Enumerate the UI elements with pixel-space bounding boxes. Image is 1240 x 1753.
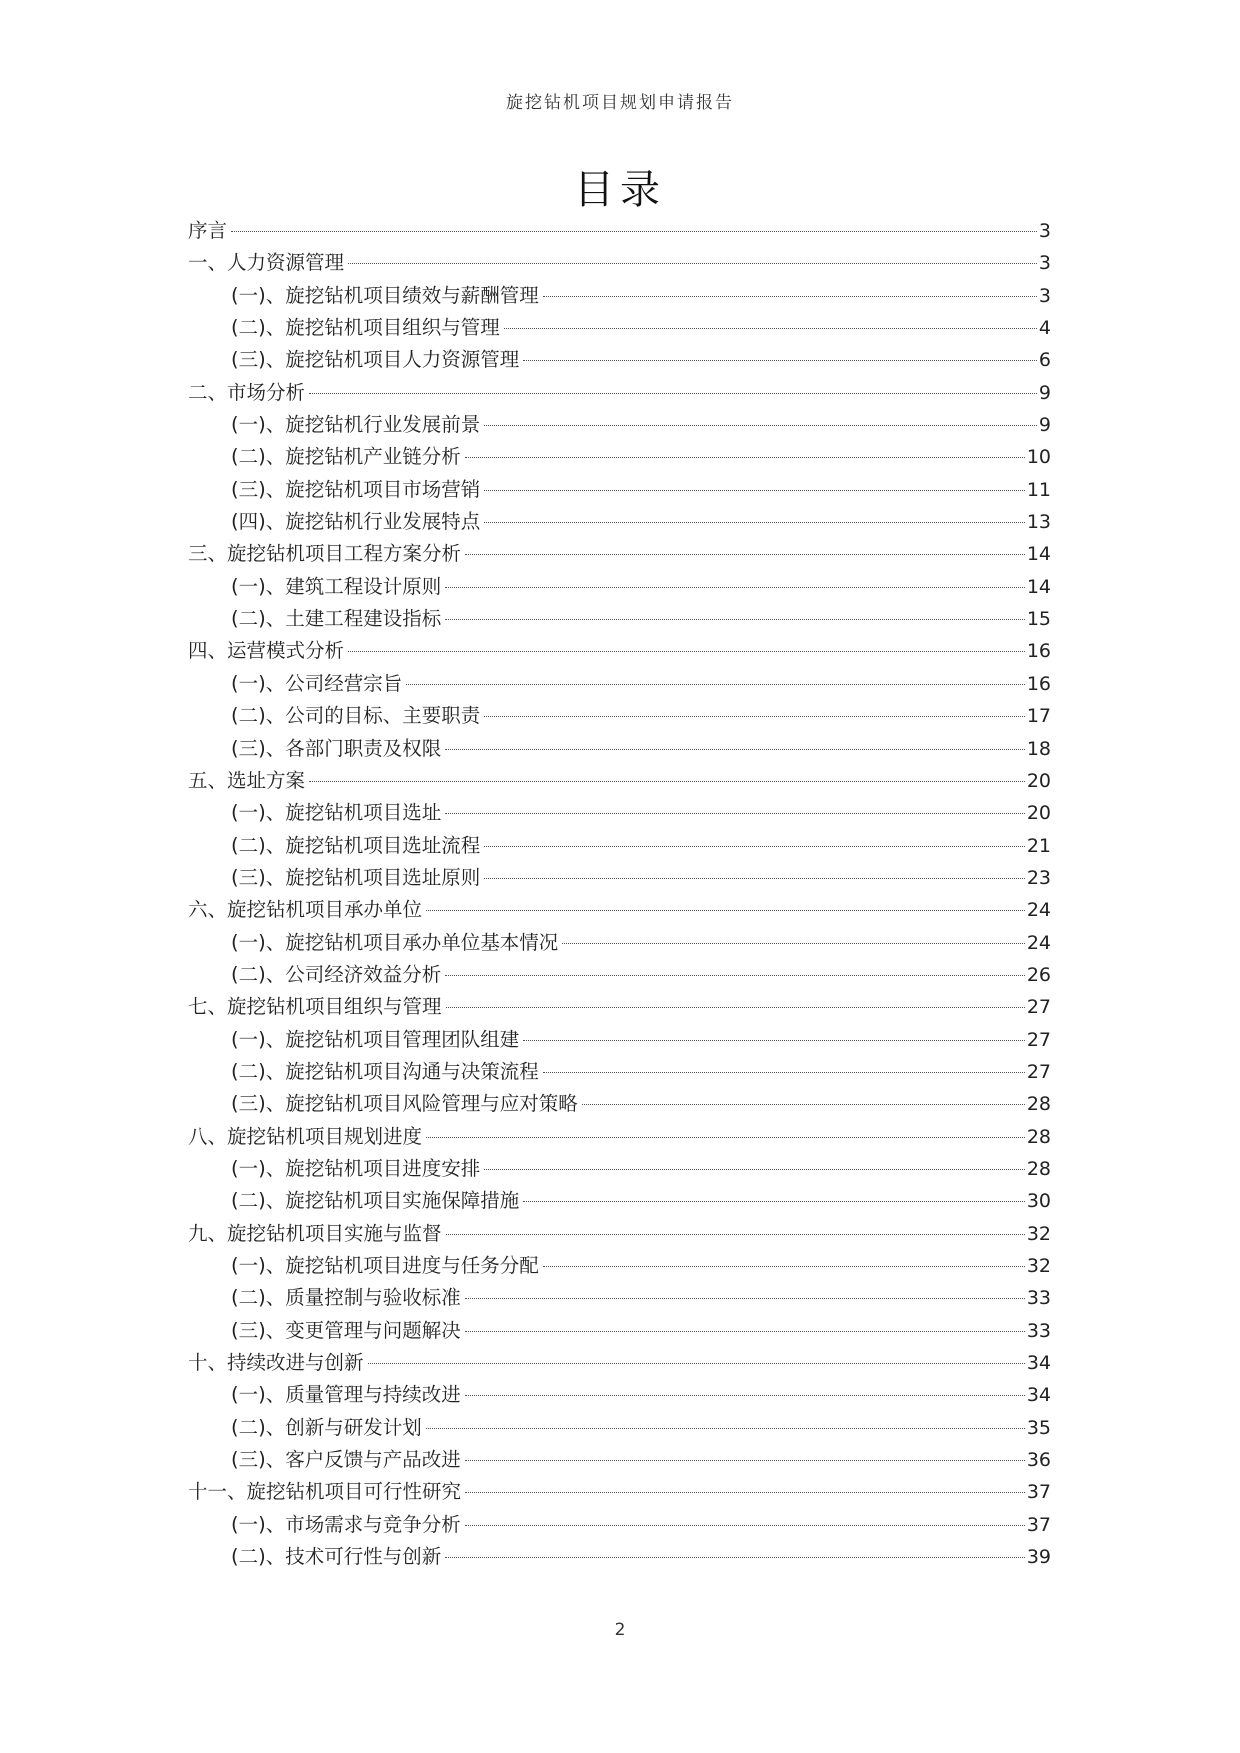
toc-entry-title: (一)、旋挖钻机项目承办单位基本情况 <box>231 930 559 954</box>
toc-entry-title: 六、旋挖钻机项目承办单位 <box>188 898 423 922</box>
toc-dot-leader <box>465 1395 1025 1396</box>
toc-dot-leader <box>445 749 1025 750</box>
toc-dot-leader <box>465 457 1025 458</box>
toc-entry-title: (三)、旋挖钻机项目人力资源管理 <box>231 348 520 372</box>
toc-entry-page: 28 <box>1026 1157 1051 1180</box>
toc-entry-page: 27 <box>1026 1060 1051 1083</box>
toc-entry-page: 30 <box>1026 1190 1051 1213</box>
toc-dot-leader <box>543 296 1037 297</box>
toc-dot-leader <box>523 360 1037 361</box>
toc-section-entry[interactable] <box>188 312 1051 344</box>
toc-dot-leader <box>543 1072 1025 1073</box>
toc-chapter-entry[interactable] <box>188 635 1051 667</box>
toc-entry-title: (一)、旋挖钻机项目选址 <box>231 801 442 825</box>
toc-dot-leader <box>484 425 1037 426</box>
toc-entry-title: (三)、各部门职责及权限 <box>231 736 442 760</box>
toc-section-entry[interactable] <box>188 1024 1051 1056</box>
toc-entry-page: 37 <box>1026 1481 1051 1504</box>
toc-dot-leader <box>484 490 1025 491</box>
running-header: 旋挖钻机项目规划申请报告 <box>506 93 734 113</box>
toc-entry-title: (二)、旋挖钻机项目沟通与决策流程 <box>231 1059 539 1083</box>
toc-entry-page: 21 <box>1026 834 1051 857</box>
toc-entry-page: 6 <box>1038 349 1051 372</box>
toc-entry-page: 9 <box>1038 414 1051 437</box>
toc-entry-title: (三)、客户反馈与产品改进 <box>231 1448 461 1472</box>
toc-section-entry[interactable] <box>188 1185 1051 1217</box>
toc-section-entry[interactable] <box>188 280 1051 312</box>
toc-chapter-entry[interactable] <box>188 1347 1051 1379</box>
toc-section-entry[interactable] <box>188 1541 1051 1573</box>
toc-dot-leader <box>309 781 1025 782</box>
toc-entry-title: (一)、旋挖钻机项目管理团队组建 <box>231 1027 520 1051</box>
toc-section-entry[interactable] <box>188 1412 1051 1444</box>
toc-section-entry[interactable] <box>188 409 1051 441</box>
toc-entry-page: 27 <box>1026 996 1051 1019</box>
toc-entry-page: 23 <box>1026 866 1051 889</box>
toc-entry-page: 24 <box>1026 899 1051 922</box>
toc-section-entry[interactable] <box>188 1088 1051 1120</box>
toc-entry-page: 13 <box>1026 511 1051 534</box>
toc-entry-page: 32 <box>1026 1255 1051 1277</box>
toc-chapter-entry[interactable] <box>188 215 1051 247</box>
toc-section-entry[interactable] <box>188 1444 1051 1476</box>
toc-chapter-entry[interactable] <box>188 894 1051 926</box>
toc-dot-leader <box>484 1169 1025 1170</box>
toc-entry-title: (三)、旋挖钻机项目风险管理与应对策略 <box>231 1092 578 1116</box>
toc-entry-page: 33 <box>1026 1319 1051 1342</box>
toc-dot-leader <box>445 975 1025 976</box>
toc-chapter-entry[interactable] <box>188 1218 1051 1250</box>
toc-chapter-entry[interactable] <box>188 1476 1051 1508</box>
table-of-contents <box>188 215 1051 1573</box>
toc-dot-leader <box>484 846 1025 847</box>
toc-entry-page: 26 <box>1026 963 1051 986</box>
toc-entry-title: (三)、变更管理与问题解决 <box>231 1318 461 1342</box>
toc-dot-leader <box>465 1298 1025 1299</box>
toc-section-entry[interactable] <box>188 830 1051 862</box>
toc-entry-title: (一)、旋挖钻机行业发展前景 <box>231 413 481 437</box>
toc-entry-page: 39 <box>1026 1546 1051 1569</box>
toc-dot-leader <box>523 1201 1025 1202</box>
toc-entry-title: 九、旋挖钻机项目实施与监督 <box>188 1221 442 1245</box>
toc-section-entry[interactable] <box>188 1379 1051 1411</box>
toc-dot-leader <box>582 1104 1025 1105</box>
toc-entry-title: 十一、旋挖钻机项目可行性研究 <box>188 1480 462 1504</box>
toc-dot-leader <box>426 910 1025 911</box>
toc-section-entry[interactable] <box>188 1315 1051 1347</box>
toc-entry-page: 11 <box>1026 478 1051 501</box>
toc-entry-title: (三)、旋挖钻机项目选址原则 <box>231 865 481 889</box>
toc-section-entry[interactable] <box>188 733 1051 765</box>
toc-entry-page: 34 <box>1026 1352 1051 1375</box>
toc-entry-title: 八、旋挖钻机项目规划进度 <box>188 1124 423 1148</box>
page-number: 2 <box>614 1620 626 1640</box>
toc-entry-title: (一)、市场需求与竞争分析 <box>231 1512 461 1536</box>
toc-entry-title: (二)、公司经济效益分析 <box>231 962 442 986</box>
toc-entry-page: 9 <box>1038 381 1051 404</box>
toc-dot-leader <box>348 651 1025 652</box>
toc-dot-leader <box>445 1557 1025 1558</box>
toc-entry-page: 3 <box>1038 252 1051 275</box>
toc-entry-title: (一)、建筑工程设计原则 <box>231 574 442 598</box>
toc-entry-title: (二)、公司的目标、主要职责 <box>231 704 481 728</box>
toc-entry-page: 14 <box>1026 575 1051 598</box>
toc-entry-title: (四)、旋挖钻机行业发展特点 <box>231 510 481 534</box>
toc-entry-page: 10 <box>1026 446 1051 469</box>
toc-section-entry[interactable] <box>188 1509 1051 1541</box>
toc-dot-leader <box>504 328 1037 329</box>
toc-section-entry[interactable] <box>188 959 1051 991</box>
toc-dot-leader <box>543 1266 1025 1267</box>
toc-entry-page: 3 <box>1038 284 1051 307</box>
toc-entry-page: 18 <box>1026 737 1051 760</box>
toc-dot-leader <box>426 1428 1025 1429</box>
toc-chapter-entry[interactable] <box>188 765 1051 797</box>
toc-entry-page: 28 <box>1026 1125 1051 1148</box>
toc-dot-leader <box>446 1007 1025 1008</box>
toc-chapter-entry[interactable] <box>188 247 1051 279</box>
toc-entry-page: 4 <box>1038 317 1051 340</box>
toc-entry-title: 四、运营模式分析 <box>188 639 345 663</box>
toc-entry-title: 一、人力资源管理 <box>188 251 345 275</box>
toc-entry-title: (二)、技术可行性与创新 <box>231 1545 442 1569</box>
toc-section-entry[interactable] <box>188 700 1051 732</box>
toc-title: 目录 <box>574 167 666 213</box>
toc-section-entry[interactable] <box>188 797 1051 829</box>
toc-dot-leader <box>484 878 1025 879</box>
toc-entry-page: 34 <box>1026 1384 1051 1407</box>
toc-entry-title: (二)、旋挖钻机产业链分析 <box>231 445 461 469</box>
toc-dot-leader <box>309 393 1037 394</box>
toc-section-entry[interactable] <box>188 668 1051 700</box>
toc-section-entry[interactable] <box>188 603 1051 635</box>
toc-chapter-entry[interactable] <box>188 991 1051 1023</box>
toc-entry-title: 序言 <box>188 219 228 242</box>
toc-section-entry[interactable] <box>188 862 1051 894</box>
toc-dot-leader <box>231 231 1037 232</box>
toc-entry-title: (一)、旋挖钻机项目绩效与薪酬管理 <box>231 283 539 307</box>
toc-entry-page: 20 <box>1026 802 1051 825</box>
toc-chapter-entry[interactable] <box>188 538 1051 570</box>
toc-dot-leader <box>562 943 1025 944</box>
toc-entry-title: (二)、旋挖钻机项目实施保障措施 <box>231 1189 520 1213</box>
toc-entry-page: 35 <box>1026 1416 1051 1439</box>
toc-chapter-entry[interactable] <box>188 377 1051 409</box>
toc-entry-title: 二、市场分析 <box>188 380 306 404</box>
toc-entry-page: 20 <box>1026 769 1051 792</box>
toc-dot-leader <box>426 1137 1025 1138</box>
toc-dot-leader <box>484 716 1025 717</box>
toc-dot-leader <box>484 522 1025 523</box>
toc-section-entry[interactable] <box>188 1250 1051 1282</box>
toc-entry-page: 3 <box>1038 220 1051 242</box>
toc-entry-title: (一)、公司经营宗旨 <box>231 671 403 695</box>
toc-entry-title: 五、选址方案 <box>188 768 306 792</box>
toc-entry-title: (二)、旋挖钻机项目选址流程 <box>231 833 481 857</box>
toc-dot-leader <box>465 1525 1025 1526</box>
toc-section-entry[interactable] <box>188 1056 1051 1088</box>
toc-dot-leader <box>465 554 1025 555</box>
toc-entry-title: 三、旋挖钻机项目工程方案分析 <box>188 542 462 566</box>
toc-entry-title: (一)、质量管理与持续改进 <box>231 1383 461 1407</box>
toc-section-entry[interactable] <box>188 344 1051 376</box>
toc-section-entry[interactable] <box>188 927 1051 959</box>
toc-section-entry[interactable] <box>188 571 1051 603</box>
toc-entry-page: 36 <box>1026 1449 1051 1472</box>
toc-entry-page: 14 <box>1026 543 1051 566</box>
toc-entry-page: 32 <box>1026 1222 1051 1245</box>
toc-entry-page: 28 <box>1026 1093 1051 1116</box>
toc-entry-page: 33 <box>1026 1287 1051 1310</box>
toc-dot-leader <box>446 1234 1025 1235</box>
toc-entry-title: (一)、旋挖钻机项目进度与任务分配 <box>231 1254 539 1277</box>
toc-section-entry[interactable] <box>188 441 1051 473</box>
toc-entry-title: (二)、创新与研发计划 <box>231 1415 422 1439</box>
toc-entry-title: (一)、旋挖钻机项目进度安排 <box>231 1156 481 1180</box>
toc-dot-leader <box>445 619 1025 620</box>
toc-entry-page: 27 <box>1026 1028 1051 1051</box>
toc-entry-page: 24 <box>1026 931 1051 954</box>
toc-dot-leader <box>445 813 1025 814</box>
toc-entry-title: (二)、土建工程建设指标 <box>231 607 442 631</box>
toc-section-entry[interactable] <box>188 506 1051 538</box>
toc-dot-leader <box>445 587 1025 588</box>
toc-entry-title: (二)、旋挖钻机项目组织与管理 <box>231 316 500 340</box>
toc-dot-leader <box>406 684 1025 685</box>
toc-entry-title: 七、旋挖钻机项目组织与管理 <box>188 995 442 1019</box>
toc-section-entry[interactable] <box>188 474 1051 506</box>
toc-dot-leader <box>465 1460 1025 1461</box>
toc-dot-leader <box>368 1363 1025 1364</box>
toc-entry-title: (二)、质量控制与验收标准 <box>231 1286 461 1310</box>
toc-entry-page: 17 <box>1026 705 1051 728</box>
toc-dot-leader <box>465 1492 1025 1493</box>
toc-section-entry[interactable] <box>188 1282 1051 1314</box>
toc-dot-leader <box>523 1040 1025 1041</box>
toc-entry-page: 16 <box>1026 640 1051 663</box>
toc-chapter-entry[interactable] <box>188 1121 1051 1153</box>
toc-dot-leader <box>465 1331 1025 1332</box>
toc-entry-page: 16 <box>1026 672 1051 695</box>
toc-entry-title: (三)、旋挖钻机项目市场营销 <box>231 477 481 501</box>
toc-section-entry[interactable] <box>188 1153 1051 1185</box>
toc-dot-leader <box>348 263 1037 264</box>
toc-entry-page: 37 <box>1026 1513 1051 1536</box>
toc-entry-page: 15 <box>1026 608 1051 631</box>
toc-entry-title: 十、持续改进与创新 <box>188 1351 364 1375</box>
